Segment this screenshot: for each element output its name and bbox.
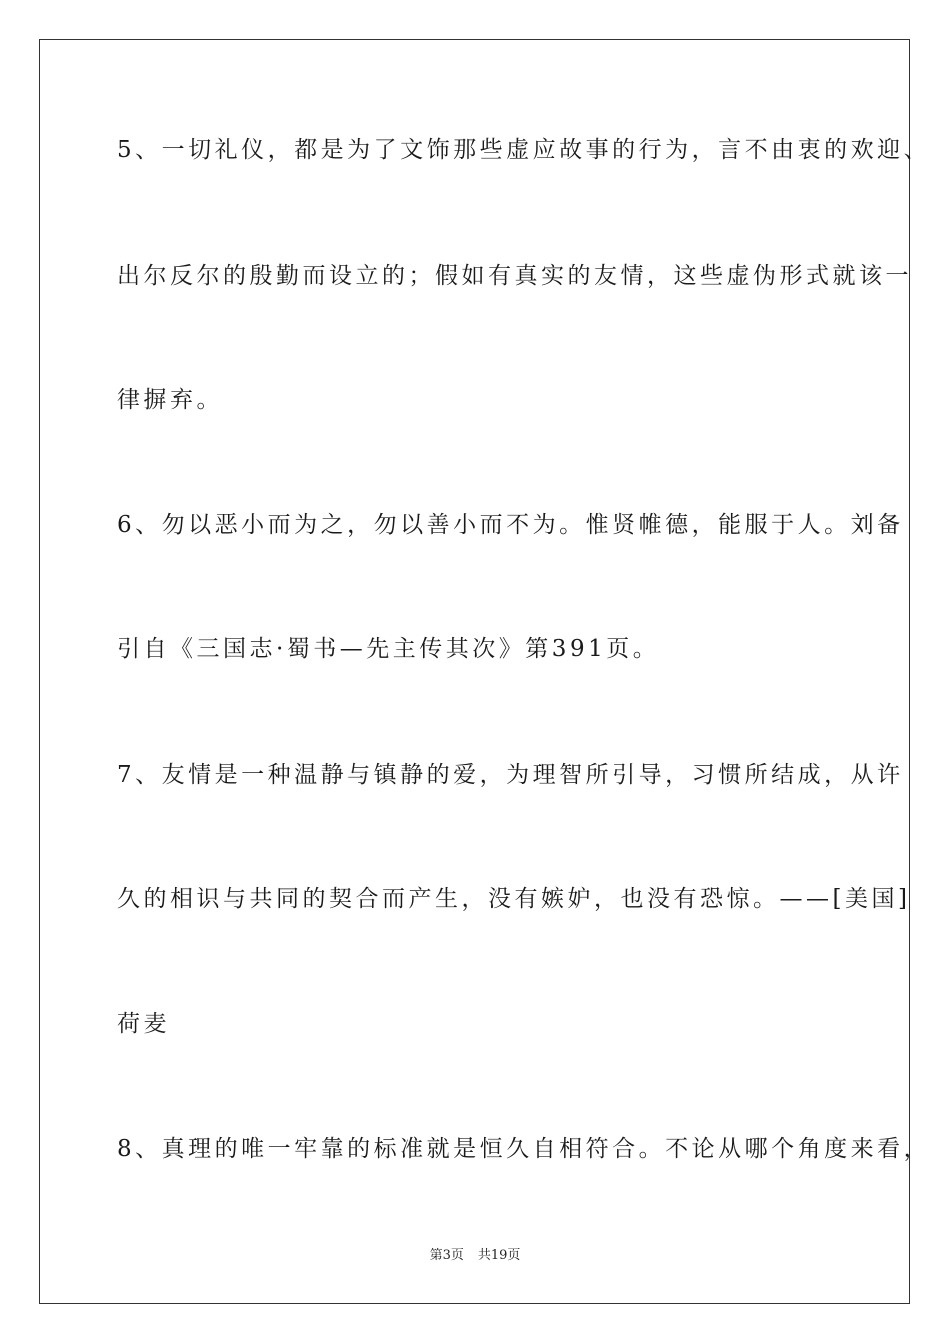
body-line-9: 8、真理的唯一牢靠的标准就是恒久自相符合。不论从哪个角度来看， xyxy=(117,1136,931,1162)
page-total: 共19页 xyxy=(477,1248,521,1263)
body-line-7: 久的相识与共同的契合而产生，没有嫉妒，也没有恐惊。——[美国] xyxy=(117,886,911,912)
body-line-8: 荷麦 xyxy=(117,1011,170,1037)
body-line-1: 5、一切礼仪，都是为了文饰那些虚应故事的行为，言不由衷的欢迎、 xyxy=(117,137,931,163)
page-number: 第3页 xyxy=(429,1248,464,1263)
page-footer xyxy=(0,1247,950,1265)
body-line-2: 出尔反尔的殷勤而设立的；假如有真实的友情，这些虚伪形式就该一 xyxy=(117,263,912,289)
page-border xyxy=(39,39,931,1304)
body-line-4: 6、勿以恶小而为之，勿以善小而不为。惟贤帷德，能服于人。刘备 xyxy=(117,512,904,538)
body-line-5: 引自《三国志·蜀书—先主传其次》第391页。 xyxy=(117,636,660,662)
body-line-6: 7、友情是一种温静与镇静的爱，为理智所引导，习惯所结成，从许 xyxy=(117,762,904,788)
body-line-3: 律摒弃。 xyxy=(117,387,223,413)
